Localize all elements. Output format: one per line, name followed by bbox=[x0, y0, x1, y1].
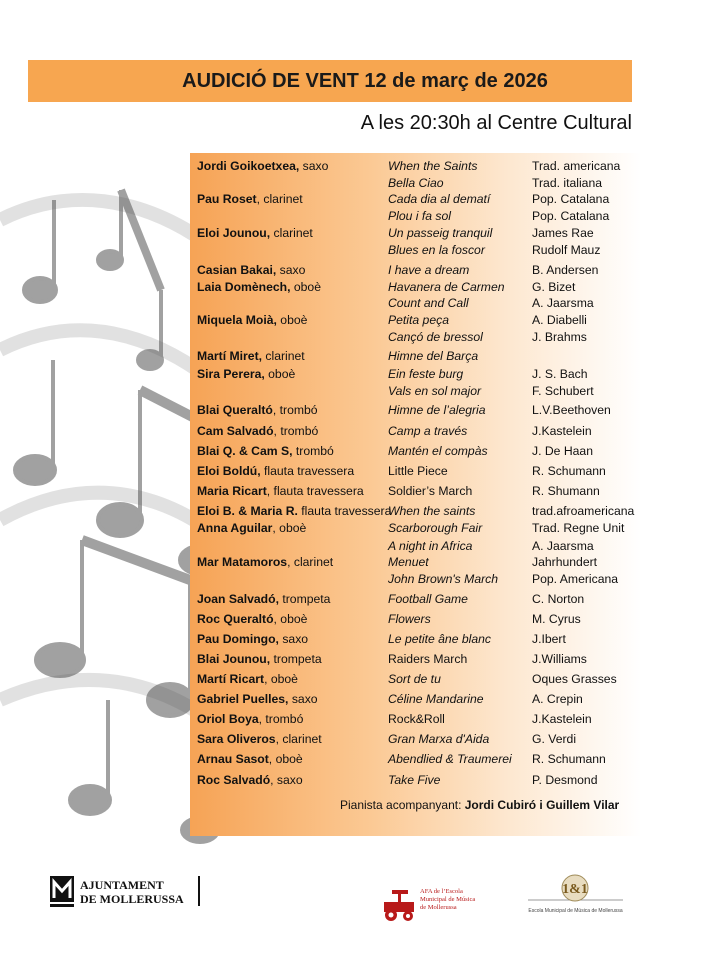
piece-title: Flowers bbox=[388, 612, 431, 626]
performer bbox=[197, 348, 305, 364]
performer bbox=[197, 503, 391, 519]
performer-name: Gabriel Puelles, bbox=[197, 692, 289, 706]
performer bbox=[197, 279, 321, 295]
performer bbox=[197, 611, 307, 627]
composer: Trad. americana bbox=[532, 159, 621, 173]
performer bbox=[197, 483, 364, 499]
program-row bbox=[190, 262, 641, 278]
performer bbox=[197, 262, 305, 278]
performer-name: Mar Matamoros bbox=[197, 555, 288, 569]
performer-instrument: oboè bbox=[276, 313, 308, 327]
piece-title: John Brown's March bbox=[388, 572, 499, 586]
program-row bbox=[190, 554, 641, 570]
afa-line1: AFA de l’Escola bbox=[420, 888, 463, 895]
composer: trad.afroamericana bbox=[532, 504, 635, 518]
piece-title: Football Game bbox=[388, 592, 468, 606]
performer-instrument: , trombó bbox=[273, 424, 319, 438]
afa-text bbox=[420, 888, 475, 912]
program-row bbox=[190, 279, 641, 295]
ajuntament-text bbox=[80, 878, 184, 906]
performer bbox=[197, 366, 295, 382]
performer-instrument: saxo bbox=[276, 263, 306, 277]
composer: Jahrhundert bbox=[532, 555, 598, 569]
program-row bbox=[190, 571, 641, 587]
piece-title: Little Piece bbox=[388, 464, 448, 478]
piece-title: Un passeig tranquil bbox=[388, 226, 493, 240]
performer-instrument: , saxo bbox=[270, 773, 303, 787]
composer: C. Norton bbox=[532, 592, 585, 606]
program-row bbox=[190, 751, 641, 767]
performer-instrument: , oboè bbox=[273, 612, 308, 626]
performer-name: Joan Salvadó, bbox=[197, 592, 279, 606]
performer-instrument: clarinet bbox=[270, 226, 313, 240]
logo-divider bbox=[198, 876, 200, 906]
performer-instrument: oboè bbox=[290, 280, 321, 294]
performer-instrument: flauta travessera bbox=[260, 464, 355, 478]
performer-name: Blai Queraltó bbox=[197, 403, 273, 417]
performer-name: Martí Miret, bbox=[197, 349, 263, 363]
composer: Pop. Catalana bbox=[532, 192, 610, 206]
performer bbox=[197, 671, 298, 687]
performer bbox=[197, 463, 354, 479]
piece-title: Gran Marxa d'Aida bbox=[388, 732, 490, 746]
performer-name: Blai Q. & Cam S, bbox=[197, 444, 293, 458]
composer: Oques Grasses bbox=[532, 672, 617, 686]
ajuntament-logo bbox=[50, 876, 210, 908]
performer bbox=[197, 225, 313, 241]
composer: R. Shumann bbox=[532, 484, 600, 498]
piece-title: I have a dream bbox=[388, 263, 470, 277]
program-row bbox=[190, 520, 641, 536]
piece-title: Himne de l’alegria bbox=[388, 403, 486, 417]
program-row bbox=[190, 711, 641, 727]
program-row bbox=[190, 329, 641, 345]
piece-title: Take Five bbox=[388, 773, 441, 787]
performer bbox=[197, 520, 306, 536]
performer bbox=[197, 651, 322, 667]
performer-name: Miquela Moià, bbox=[197, 313, 277, 327]
program-row bbox=[190, 772, 641, 788]
performer-name: Cam Salvadó bbox=[197, 424, 274, 438]
composer: Rudolf Mauz bbox=[532, 243, 601, 257]
performer bbox=[197, 731, 322, 747]
program-row bbox=[190, 443, 641, 459]
piece-title: When the saints bbox=[388, 504, 476, 518]
performer-instrument: , clarinet bbox=[287, 555, 334, 569]
composer: R. Schumann bbox=[532, 464, 606, 478]
performer bbox=[197, 772, 303, 788]
piece-title: Blues en la foscor bbox=[388, 243, 485, 257]
piece-title: A night in Africa bbox=[388, 539, 473, 553]
performer bbox=[197, 711, 303, 727]
performer-name: Jordi Goikoetxea, bbox=[197, 159, 300, 173]
composer: J. Brahms bbox=[532, 330, 587, 344]
performer-instrument: , flauta travessera bbox=[266, 484, 364, 498]
composer: J.Ibert bbox=[532, 632, 566, 646]
performer bbox=[197, 554, 333, 570]
performer-name: Maria Ricart bbox=[197, 484, 267, 498]
performer-instrument: , clarinet bbox=[275, 732, 322, 746]
performer-instrument: trombó bbox=[292, 444, 334, 458]
piece-title: Menuet bbox=[388, 555, 429, 569]
performer bbox=[197, 191, 303, 207]
performer bbox=[197, 443, 334, 459]
performer-instrument: , oboè bbox=[272, 521, 307, 535]
performer bbox=[197, 158, 328, 174]
performer-instrument: trompeta bbox=[278, 592, 331, 606]
ajuntament-line1: AJUNTAMENT bbox=[80, 878, 164, 892]
emm-text: Escola Municipal de Música de Mollerussa bbox=[528, 908, 623, 914]
performer-instrument: , clarinet bbox=[256, 192, 303, 206]
afa-logo bbox=[382, 884, 492, 924]
piece-title: Bella Ciao bbox=[388, 176, 444, 190]
emm-logo-text: 1&1 bbox=[562, 882, 588, 897]
performer-name: Oriol Boya bbox=[197, 712, 259, 726]
page-title: AUDICIÓ DE VENT 12 de març de 2026 bbox=[182, 70, 548, 92]
composer: Trad. Regne Unit bbox=[532, 521, 625, 535]
performer-name: Roc Queraltó bbox=[197, 612, 274, 626]
performer bbox=[197, 631, 308, 647]
composer: F. Schubert bbox=[532, 384, 594, 398]
program-row bbox=[190, 538, 641, 554]
piece-title: Mantén el compàs bbox=[388, 444, 488, 458]
piece-title: Ein feste burg bbox=[388, 367, 464, 381]
composer: J.Kastelein bbox=[532, 424, 592, 438]
program-row bbox=[190, 175, 641, 191]
program-row bbox=[190, 423, 641, 439]
program-row bbox=[190, 731, 641, 747]
performer-instrument: flauta travessera bbox=[297, 504, 392, 518]
performer-name: Sara Oliveros bbox=[197, 732, 276, 746]
performer-instrument: , oboè bbox=[268, 752, 303, 766]
composer: A. Crepin bbox=[532, 692, 583, 706]
program-row bbox=[190, 671, 641, 687]
performer bbox=[197, 423, 318, 439]
performer-instrument: , trombó bbox=[272, 403, 318, 417]
performer-name: Eloi Boldú, bbox=[197, 464, 261, 478]
composer: A. Diabelli bbox=[532, 313, 587, 327]
composer: J.Williams bbox=[532, 652, 587, 666]
composer: A. Jaarsma bbox=[532, 296, 594, 310]
composer: Pop. Americana bbox=[532, 572, 619, 586]
performer-name: Sira Perera, bbox=[197, 367, 265, 381]
title-banner bbox=[28, 60, 632, 102]
pianist-line bbox=[340, 798, 619, 812]
composer: A. Jaarsma bbox=[532, 539, 594, 553]
composer: J.Kastelein bbox=[532, 712, 592, 726]
piece-title: Rock&Roll bbox=[388, 712, 445, 726]
performer-name: Martí Ricart bbox=[197, 672, 265, 686]
performer-name: Casian Bakai, bbox=[197, 263, 277, 277]
composer: R. Schumann bbox=[532, 752, 606, 766]
program-row bbox=[190, 312, 641, 328]
composer: J. De Haan bbox=[532, 444, 593, 458]
composer: B. Andersen bbox=[532, 263, 599, 277]
composer: J. S. Bach bbox=[532, 367, 588, 381]
performer-name: Arnau Sasot bbox=[197, 752, 269, 766]
performer-name: Pau Domingo, bbox=[197, 632, 279, 646]
program-row bbox=[190, 383, 641, 399]
program-row bbox=[190, 631, 641, 647]
performer-name: Blai Jounou, bbox=[197, 652, 271, 666]
program-row bbox=[190, 463, 641, 479]
performer-name: Anna Aguilar bbox=[197, 521, 273, 535]
tractor-icon bbox=[382, 888, 418, 922]
piece-title: Soldier’s March bbox=[388, 484, 473, 498]
performer-name: Roc Salvadó bbox=[197, 773, 271, 787]
program-row bbox=[190, 691, 641, 707]
piece-title: Cada dia al dematí bbox=[388, 192, 491, 206]
ajuntament-m-icon bbox=[50, 876, 74, 908]
performer bbox=[197, 312, 307, 328]
performer-instrument: saxo bbox=[299, 159, 329, 173]
piece-title: Havanera de Carmen bbox=[388, 280, 505, 294]
program-row bbox=[190, 651, 641, 667]
piece-title: Petita peça bbox=[388, 313, 449, 327]
ajuntament-line2: DE MOLLERUSSA bbox=[80, 892, 184, 906]
performer-instrument: , oboè bbox=[264, 672, 298, 686]
piece-title: Céline Mandarine bbox=[388, 692, 484, 706]
afa-line3: de Mollerussa bbox=[420, 904, 457, 911]
piece-title: Raiders March bbox=[388, 652, 468, 666]
program-row bbox=[190, 295, 641, 311]
performer-name: Laia Domènech, bbox=[197, 280, 291, 294]
piece-title: Plou i fa sol bbox=[388, 209, 452, 223]
piece-title: When the Saints bbox=[388, 159, 478, 173]
piece-title: Abendlied & Traumerei bbox=[388, 752, 512, 766]
composer: P. Desmond bbox=[532, 773, 598, 787]
performer-instrument: saxo bbox=[288, 692, 318, 706]
performer-instrument: oboè bbox=[264, 367, 296, 381]
performer-instrument: clarinet bbox=[262, 349, 305, 363]
program-panel bbox=[190, 153, 641, 836]
performer bbox=[197, 751, 303, 767]
program-row bbox=[190, 348, 641, 364]
piece-title: Sort de tu bbox=[388, 672, 441, 686]
piece-title: Camp a través bbox=[388, 424, 468, 438]
composer: G. Bizet bbox=[532, 280, 576, 294]
performer-name: Eloi B. & Maria R. bbox=[197, 504, 298, 518]
program-row bbox=[190, 242, 641, 258]
event-subtitle: A les 20:30h al Centre Cultural bbox=[360, 112, 632, 134]
piece-title: Scarborough Fair bbox=[388, 521, 483, 535]
program-row bbox=[190, 208, 641, 224]
performer-instrument: saxo bbox=[278, 632, 309, 646]
performer-instrument: , trombó bbox=[258, 712, 304, 726]
composer: G. Verdi bbox=[532, 732, 577, 746]
performer-instrument: trompeta bbox=[270, 652, 322, 666]
performer bbox=[197, 691, 318, 707]
program-row bbox=[190, 225, 641, 241]
program-row bbox=[190, 366, 641, 382]
emm-emblem-icon bbox=[518, 872, 633, 906]
program-row bbox=[190, 483, 641, 499]
composer: Pop. Catalana bbox=[532, 209, 610, 223]
emm-logo bbox=[518, 872, 633, 916]
piece-title: Himne del Barça bbox=[388, 349, 479, 363]
program-row bbox=[190, 611, 641, 627]
piece-title: Cançó de bressol bbox=[388, 330, 483, 344]
composer: Trad. italiana bbox=[532, 176, 603, 190]
program-row bbox=[190, 402, 641, 418]
program-row bbox=[190, 158, 641, 174]
program-row bbox=[190, 191, 641, 207]
pianist-names: Jordi Cubiró i Guillem Vilar bbox=[464, 798, 620, 812]
performer-name: Pau Roset bbox=[197, 192, 257, 206]
performer-name: Eloi Jounou, bbox=[197, 226, 271, 240]
program-row bbox=[190, 503, 641, 519]
composer: L.V.Beethoven bbox=[532, 403, 611, 417]
composer: James Rae bbox=[532, 226, 594, 240]
pianist-label: Pianista acompanyant: bbox=[340, 798, 465, 812]
composer: M. Cyrus bbox=[532, 612, 581, 626]
piece-title: Vals en sol major bbox=[388, 384, 482, 398]
afa-line2: Municipal de Música bbox=[420, 896, 476, 903]
program-row bbox=[190, 591, 641, 607]
piece-title: Count and Call bbox=[388, 296, 469, 310]
piece-title: Le petite âne blanc bbox=[388, 632, 491, 646]
performer bbox=[197, 402, 318, 418]
performer bbox=[197, 591, 330, 607]
